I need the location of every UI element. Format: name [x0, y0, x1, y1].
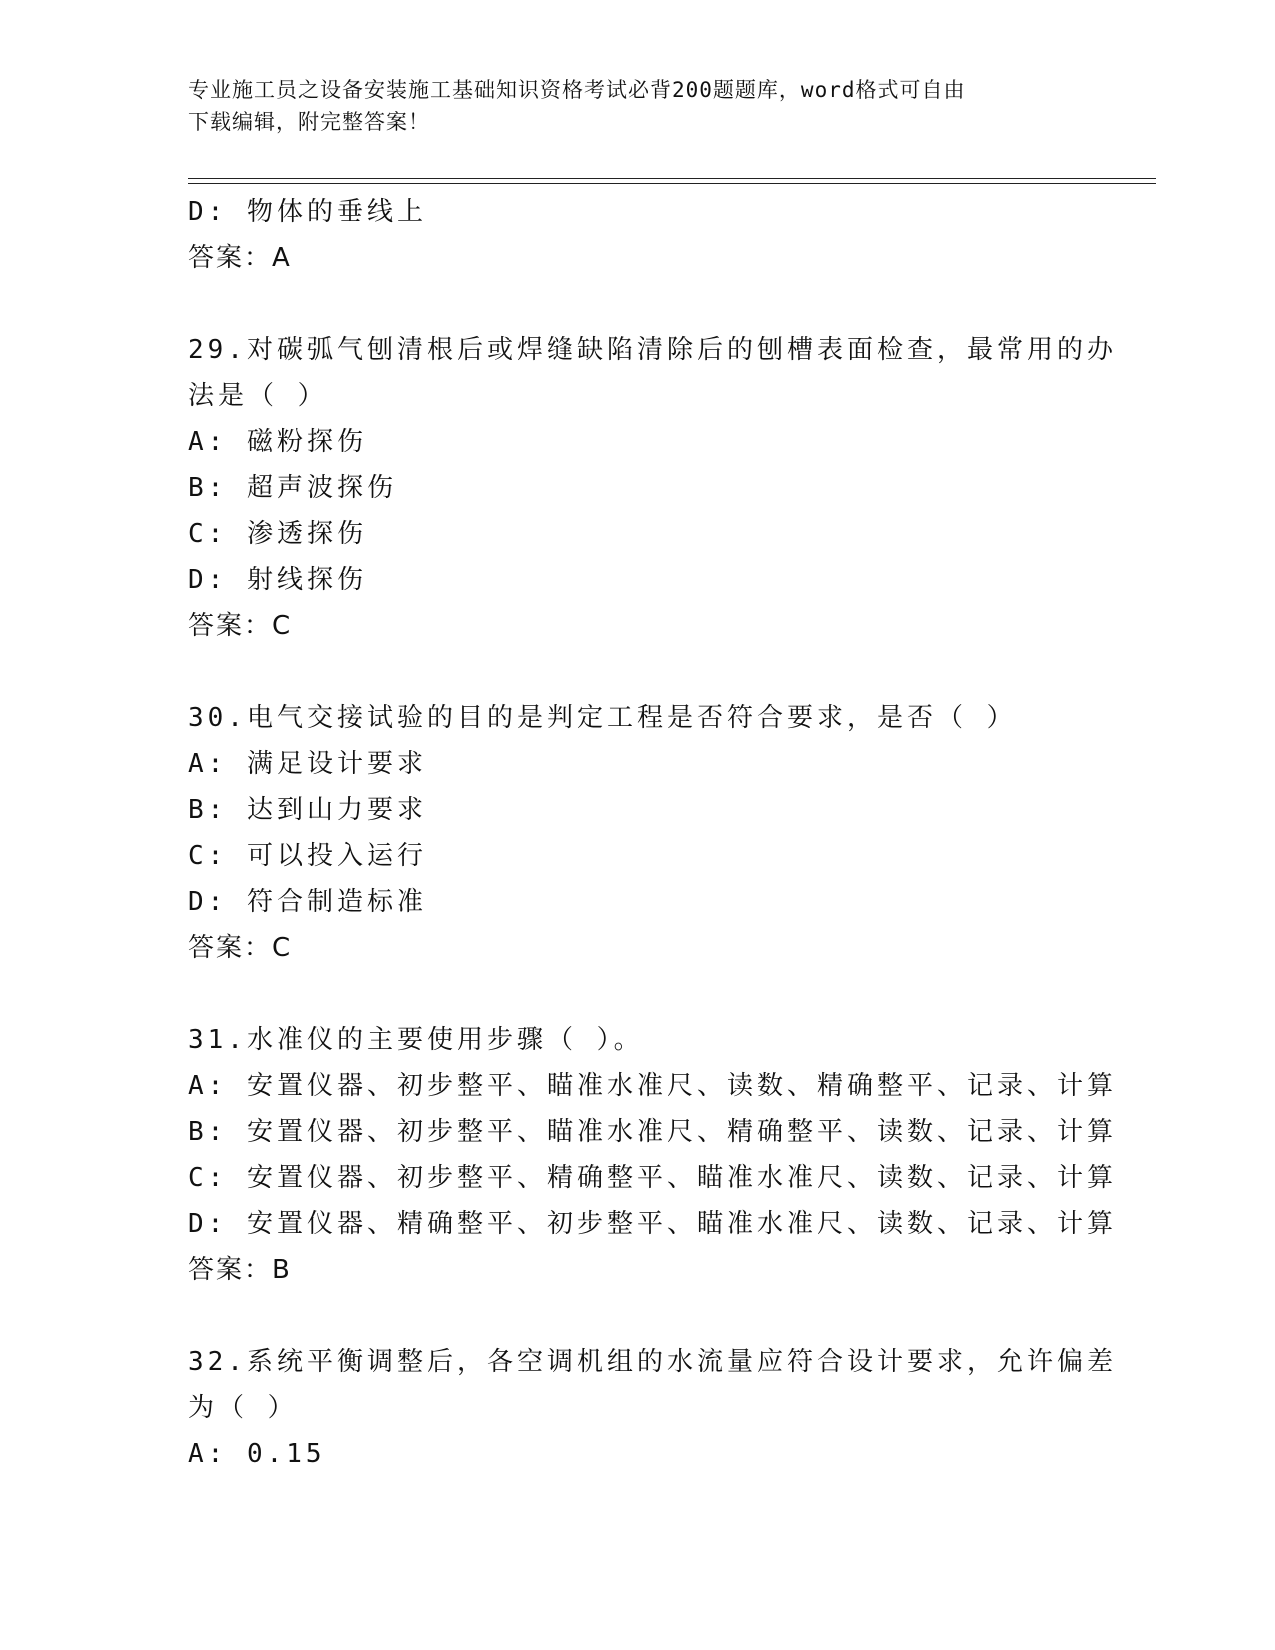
- option-b: B: 超声波探伤: [188, 473, 397, 503]
- answer: 答案：C: [188, 933, 293, 963]
- page-header: [188, 74, 1068, 138]
- spacer: [188, 649, 1088, 695]
- prev-option-d: D: 物体的垂线上: [188, 197, 427, 227]
- question-29: [188, 327, 1117, 649]
- option-d: D: 符合制造标准: [188, 887, 427, 917]
- header-line-1: 专业施工员之设备安装施工基础知识资格考试必背200题题库，word格式可自由: [188, 78, 966, 102]
- option-b: B: 安置仪器、初步整平、瞄准水准尺、精确整平、读数、记录、计算: [188, 1117, 1117, 1147]
- option-b: B: 达到山力要求: [188, 795, 427, 825]
- header-rule-bottom: [188, 183, 1156, 184]
- option-a: A: 满足设计要求: [188, 749, 427, 779]
- header-line-2: 下载编辑，附完整答案！: [188, 110, 430, 134]
- spacer: [188, 1293, 1088, 1339]
- option-d: D: 安置仪器、精确整平、初步整平、瞄准水准尺、读数、记录、计算: [188, 1209, 1117, 1239]
- question-32: [188, 1339, 1117, 1477]
- header-rule-top: [188, 178, 1156, 179]
- option-a: A: 0.15: [188, 1439, 326, 1469]
- prev-answer: 答案：A: [188, 243, 292, 273]
- question-stem: 32.系统平衡调整后，各空调机组的水流量应符合设计要求，允许偏差: [188, 1347, 1117, 1377]
- question-stem: 31.水准仪的主要使用步骤（ ）。: [188, 1025, 644, 1055]
- question-list: [188, 189, 1117, 1477]
- option-c: C: 安置仪器、初步整平、精确整平、瞄准水准尺、读数、记录、计算: [188, 1163, 1117, 1193]
- question-30: [188, 695, 1088, 971]
- question-31: [188, 1017, 1117, 1293]
- spacer: [188, 971, 1088, 1017]
- question-stem-cont: 法是（ ）: [188, 381, 328, 411]
- question-stem-cont: 为（ ）: [188, 1393, 298, 1423]
- option-a: A: 磁粉探伤: [188, 427, 367, 457]
- answer: 答案：C: [188, 611, 293, 641]
- question-stem: 30.电气交接试验的目的是判定工程是否符合要求，是否（ ）: [188, 703, 1017, 733]
- question-stem: 29.对碳弧气刨清根后或焊缝缺陷清除后的刨槽表面检查，最常用的办: [188, 335, 1117, 365]
- answer: 答案：B: [188, 1255, 292, 1285]
- spacer: [188, 281, 1088, 327]
- option-d: D: 射线探伤: [188, 565, 367, 595]
- option-c: C: 可以投入运行: [188, 841, 427, 871]
- option-a: A: 安置仪器、初步整平、瞄准水准尺、读数、精确整平、记录、计算: [188, 1071, 1117, 1101]
- option-c: C: 渗透探伤: [188, 519, 367, 549]
